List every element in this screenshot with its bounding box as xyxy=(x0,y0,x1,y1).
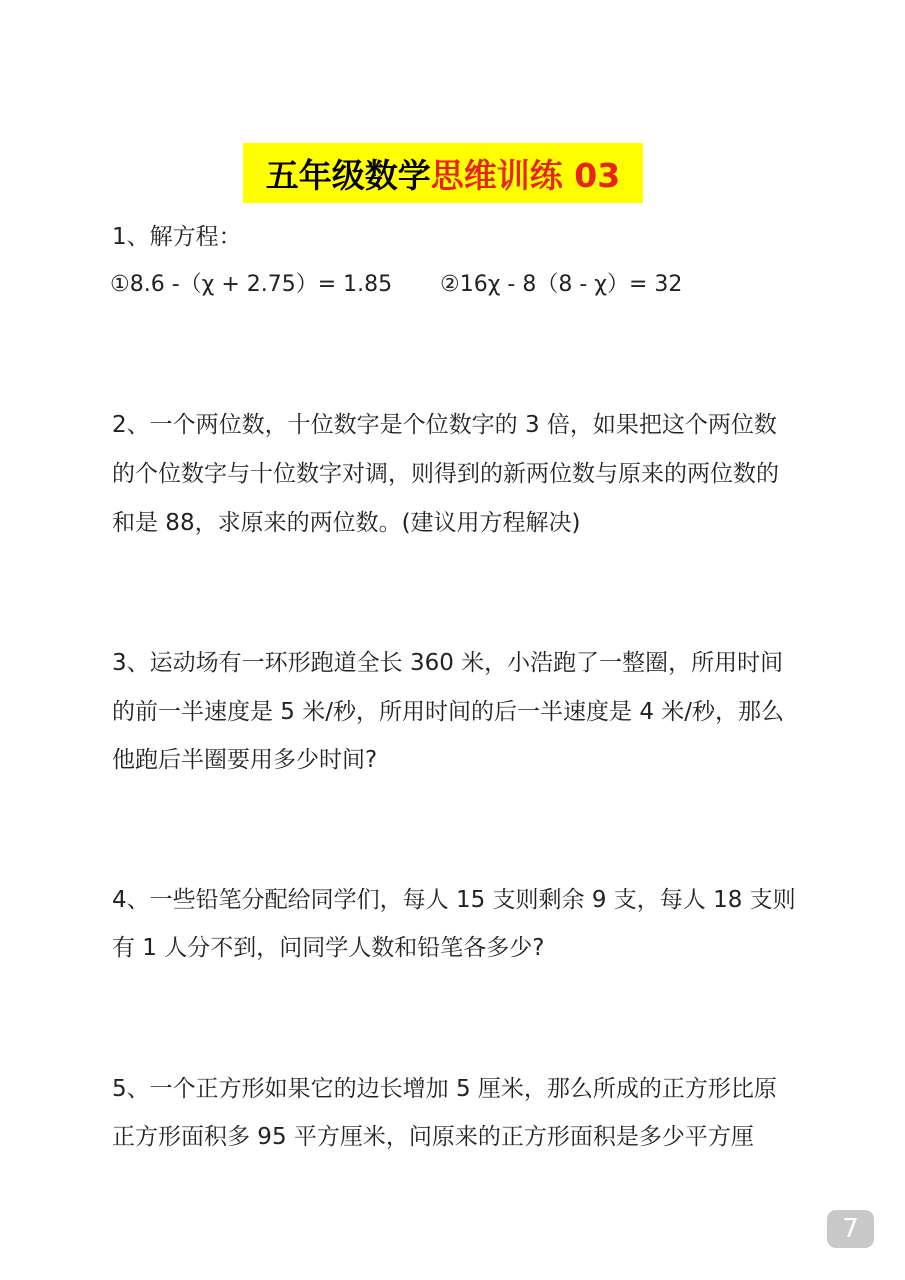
question-2-line-3: 和是 88，求原来的两位数。(建议用方程解决) xyxy=(112,510,581,536)
title-training-text: 思维训练 03 xyxy=(430,155,621,195)
question-3-line-1: 3、运动场有一环形跑道全长 360 米，小浩跑了一整圈，所用时间 xyxy=(112,650,784,676)
question-4-line-2: 有 1 人分不到，问同学人数和铅笔各多少? xyxy=(112,935,545,961)
question-3-line-3: 他跑后半圈要用多少时间? xyxy=(112,747,378,773)
question-5-line-2: 正方形面积多 95 平方厘米，问原来的正方形面积是多少平方厘 xyxy=(112,1124,754,1150)
question-5-line-1: 5、一个正方形如果它的边长增加 5 厘米，那么所成的正方形比原 xyxy=(112,1076,777,1102)
question-1-equation-1: ①8.6 -（χ + 2.75）= 1.85 xyxy=(110,272,393,297)
title-grade-text: 五年级数学 xyxy=(265,155,431,195)
worksheet-title xyxy=(243,143,643,203)
question-1-heading: 1、解方程： xyxy=(112,224,242,250)
question-2-line-2: 的个位数字与十位数字对调，则得到的新两位数与原来的两位数的 xyxy=(112,461,779,487)
page-number-badge: 7 xyxy=(827,1210,874,1248)
question-4-line-1: 4、一些铅笔分配给同学们，每人 15 支则剩余 9 支，每人 18 支则 xyxy=(112,887,796,913)
question-2-line-1: 2、一个两位数，十位数字是个位数字的 3 倍，如果把这个两位数 xyxy=(112,412,777,438)
question-3-line-2: 的前一半速度是 5 米/秒，所用时间的后一半速度是 4 米/秒，那么 xyxy=(112,699,785,725)
question-1-equation-2: ②16χ - 8（8 - χ）= 32 xyxy=(440,272,683,297)
